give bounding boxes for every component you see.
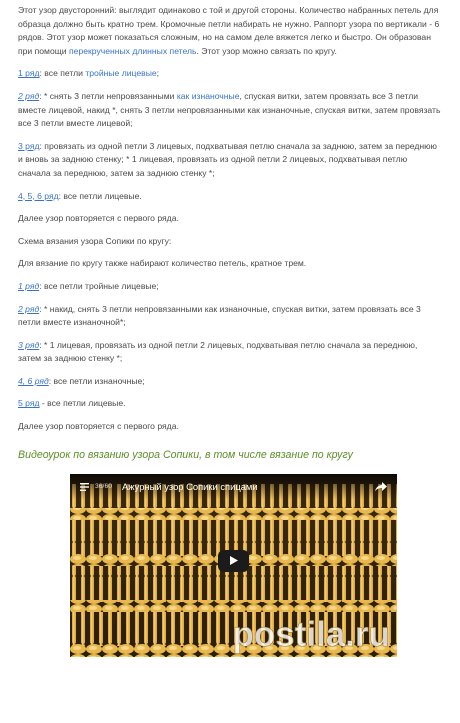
row-4-6-text: : все петли лицевые. bbox=[58, 190, 142, 201]
share-icon[interactable] bbox=[375, 482, 387, 492]
round-row-5-text: - все петли лицевые. bbox=[39, 398, 126, 409]
video-title[interactable]: Ажурный узор Сопики спицами bbox=[122, 481, 258, 493]
round-row-1-text: : все петли тройные лицевые; bbox=[39, 280, 159, 291]
round-row-5-label: 5 ряд bbox=[18, 398, 40, 409]
playlist-position: 36/60 bbox=[95, 483, 113, 491]
round-row-1 bbox=[18, 280, 442, 294]
purlwise-link[interactable]: как изнаночные bbox=[176, 90, 240, 101]
round-row-4-6-label: 4, 6 ряд bbox=[18, 375, 49, 386]
round-row-3 bbox=[18, 339, 442, 366]
play-icon bbox=[228, 555, 239, 566]
video-top-bar bbox=[70, 474, 397, 500]
svg-text:postila.ru: postila.ru bbox=[232, 614, 390, 654]
postila-watermark bbox=[182, 613, 397, 657]
round-row-4-6 bbox=[18, 375, 442, 389]
round-row-3-text: : * 1 лицевая, провязать из одной петли 2 лицевых, подхватывая петлю сначала за переднюю, затем за заднюю стенку *; bbox=[18, 339, 418, 364]
repeat-note-2: Далее узор повторяется с первого ряда. bbox=[18, 421, 179, 432]
row-2-label: 2 ряд bbox=[18, 90, 40, 101]
intro-end: . Этот узор можно связать по кругу. bbox=[196, 45, 337, 56]
playlist-icon[interactable] bbox=[80, 483, 89, 491]
round-scheme-title: Схема вязания узора Сопики по кругу: bbox=[18, 235, 172, 246]
row-4-6-label: 4, 5, 6 ряд bbox=[18, 190, 59, 201]
round-intro: Для вязание по кругу также набирают количество петель, кратное трем. bbox=[18, 258, 307, 269]
round-row-4-6-text: : все петли изнаночные; bbox=[48, 375, 145, 386]
row-2 bbox=[18, 90, 442, 131]
round-row-2-text: : * накид, снять 3 петли непровязанными как изнаночные, спуская витки, затем провязать все 3 петли вместе изнаночной*; bbox=[18, 303, 421, 328]
long-loops-link[interactable]: перекрученных длинных петель bbox=[69, 45, 197, 56]
repeat-note-1: Далее узор повторяется с первого ряда. bbox=[18, 213, 179, 224]
row-1-label: 1 ряд bbox=[18, 68, 40, 79]
row-4-6 bbox=[18, 190, 442, 204]
intro-text: Этот узор двусторонний: выглядит одинаково с той и другой стороны. Количество набранных петель для образца должно быть кратно трем. Кромочные петли набирать не нужно. Раппорт узора по вертикали - 6 рядов. Этот узор может показаться сложным, но на самом деле вяжется легко и быстро. Он образован при помощи bbox=[18, 5, 440, 56]
intro-paragraph bbox=[18, 4, 442, 58]
round-row-3-label: 3 ряд bbox=[18, 339, 40, 350]
round-row-2-label: 2 ряд bbox=[18, 303, 40, 314]
row-3 bbox=[18, 140, 442, 181]
row-2-end: , спуская витки, затем провязать все 3 петли вместе лицевой, накид *, снять 3 петли непровязанными как изнаночные, спуская витки, затем провязать все 3 петли вместе лицевой; bbox=[18, 90, 441, 129]
row-1-end: ; bbox=[156, 68, 160, 79]
play-button[interactable] bbox=[218, 550, 249, 572]
row-1-text: : все петли bbox=[39, 68, 86, 79]
video-heading: Видеоурок по вязанию узора Сопики, в том числе вязание по кругу bbox=[18, 448, 353, 461]
row-3-label: 3 ряд bbox=[18, 140, 40, 151]
row-3-text: : провязать из одной петли 3 лицевых, подхватывая петлю сначала за заднюю, затем за переднюю и вновь за заднюю стенку; * 1 лицевая, провязать из одной петли 2 лицевых, подхватывая петлю сначала за переднюю, затем за заднюю стенку *; bbox=[18, 140, 438, 178]
row-2-text: : * снять 3 петли непровязанными bbox=[39, 90, 177, 101]
triple-knit-link[interactable]: тройные лицевые bbox=[85, 68, 157, 79]
round-row-1-label: 1 ряд bbox=[18, 280, 40, 291]
row-1 bbox=[18, 67, 442, 81]
video-player[interactable] bbox=[70, 474, 397, 657]
round-row-2 bbox=[18, 303, 442, 330]
round-row-5 bbox=[18, 397, 442, 411]
